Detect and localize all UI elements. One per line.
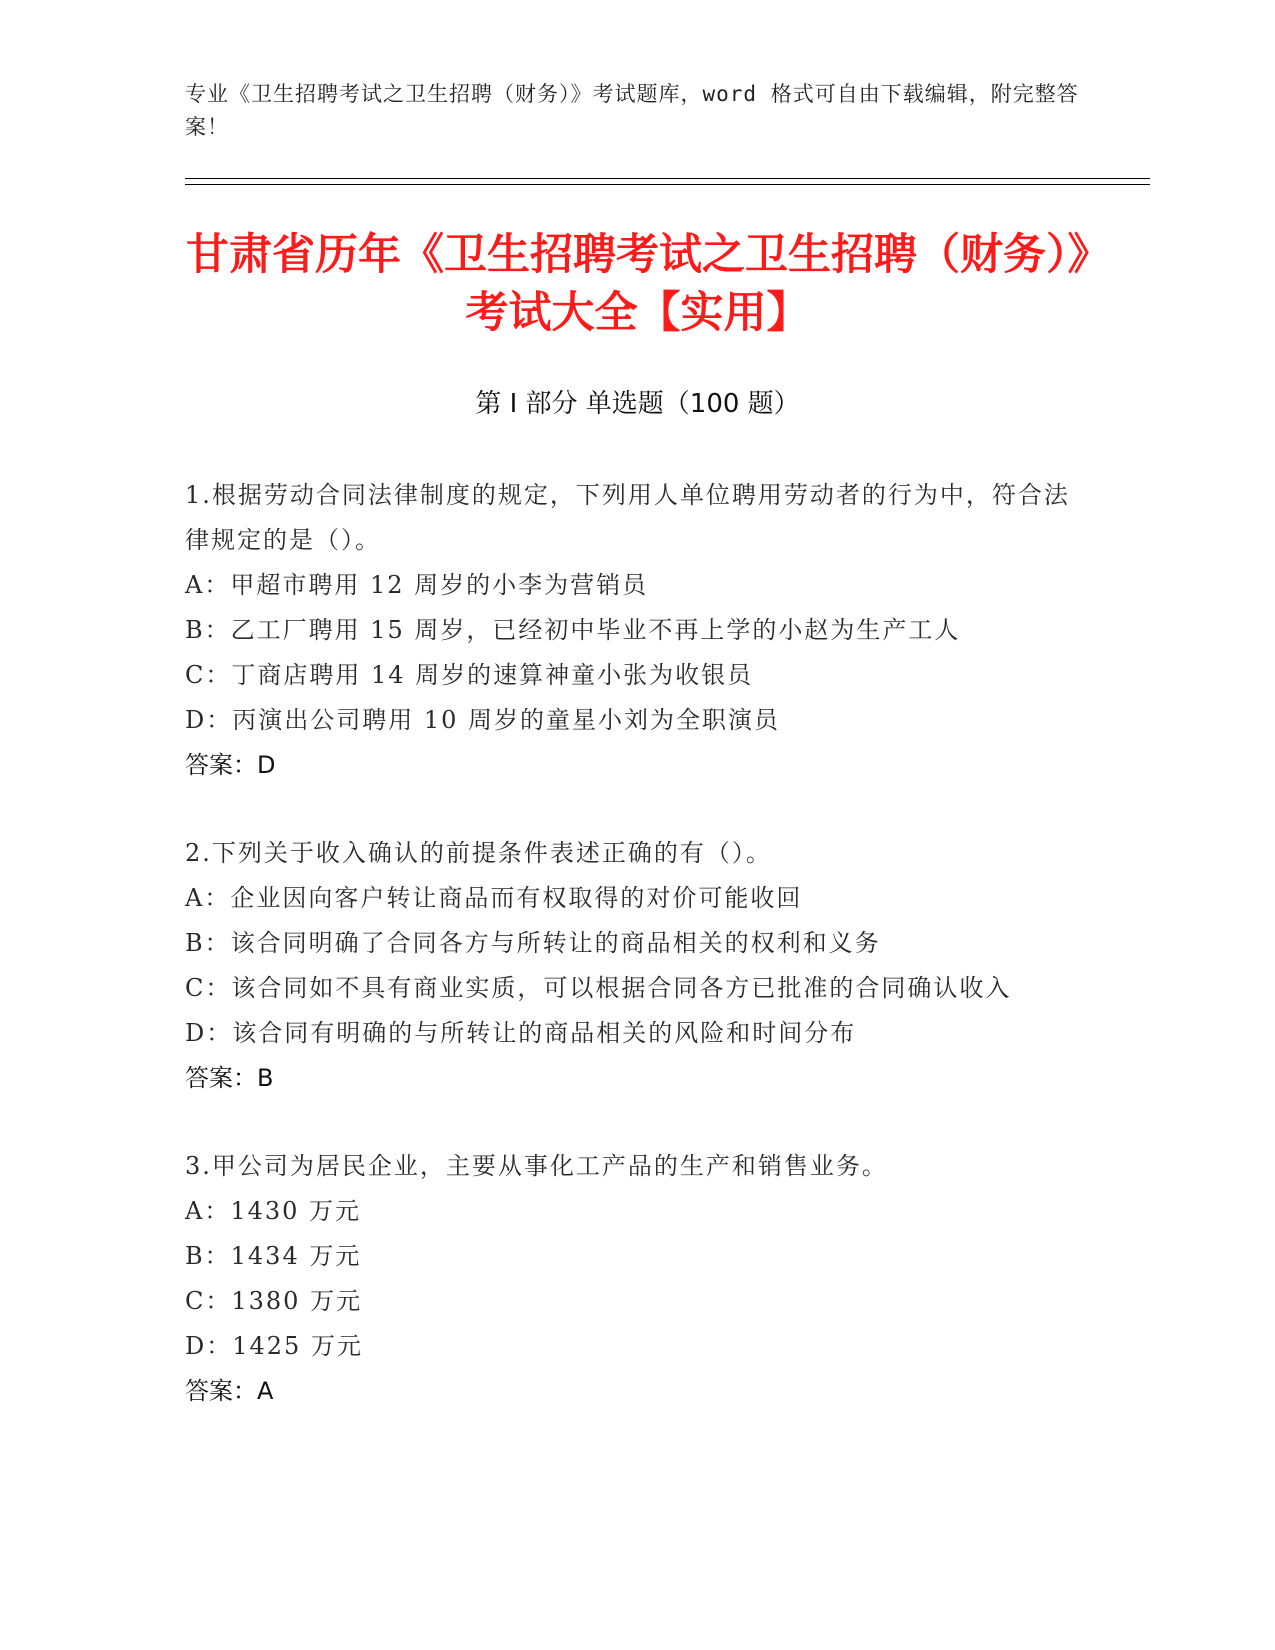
question-2 <box>185 831 1085 1101</box>
section-title: 第 I 部分 单选题（100 题） <box>475 389 800 419</box>
option-d: D：该合同有明确的与所转让的商品相关的风险和时间分布 <box>185 1019 857 1047</box>
option-c: C：该合同如不具有商业实质，可以根据合同各方已批准的合同确认收入 <box>185 974 1012 1002</box>
question-stem: 1.根据劳动合同法律制度的规定，下列用人单位聘用劳动者的行为中，符合法律规定的是（）。 <box>185 481 1070 554</box>
document-title: 甘肃省历年《卫生招聘考试之卫生招聘（财务）》考试大全【实用】 <box>186 230 1089 338</box>
option-b: B：1434 万元 <box>185 1242 362 1270</box>
option-c: C：丁商店聘用 14 周岁的速算神童小张为收银员 <box>185 661 754 689</box>
answer: 答案：D <box>185 751 276 779</box>
option-d: D：丙演出公司聘用 10 周岁的童星小刘为全职演员 <box>185 706 781 734</box>
header-note: 专业《卫生招聘考试之卫生招聘（财务）》考试题库，word 格式可自由下载编辑，附完整答案！ <box>185 82 1079 139</box>
option-d: D：1425 万元 <box>185 1332 363 1360</box>
option-c: C：1380 万元 <box>185 1287 363 1315</box>
question-stem: 3.甲公司为居民企业，主要从事化工产品的生产和销售业务。 <box>185 1152 888 1180</box>
question-3 <box>185 1144 1085 1414</box>
answer: 答案：A <box>185 1377 274 1405</box>
question-1 <box>185 473 1085 788</box>
option-a: A：企业因向客户转让商品而有权取得的对价可能收回 <box>185 884 803 912</box>
header-divider-top <box>185 178 1150 179</box>
option-a: A：甲超市聘用 12 周岁的小李为营销员 <box>185 571 649 599</box>
header-divider-bottom <box>185 184 1150 185</box>
question-stem: 2.下列关于收入确认的前提条件表述正确的有（）。 <box>185 839 772 867</box>
option-b: B：该合同明确了合同各方与所转让的商品相关的权利和义务 <box>185 929 881 957</box>
question-list <box>185 473 1085 1457</box>
option-b: B：乙工厂聘用 15 周岁，已经初中毕业不再上学的小赵为生产工人 <box>185 616 961 644</box>
answer: 答案：B <box>185 1064 274 1092</box>
option-a: A：1430 万元 <box>185 1197 362 1225</box>
